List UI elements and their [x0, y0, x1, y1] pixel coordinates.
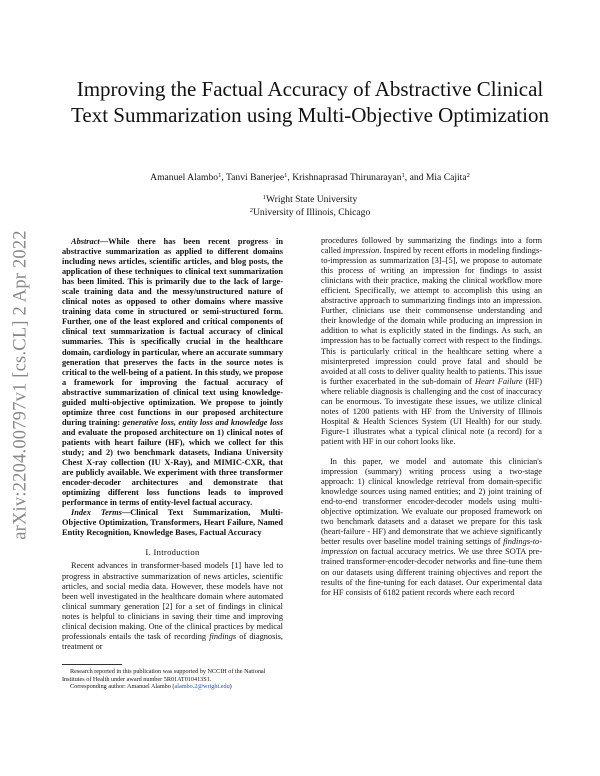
abstract-losses: generative loss, entity loss and knowledge loss: [122, 417, 284, 427]
affiliation-2: [60, 207, 560, 219]
body-text: In this paper, we model and automate this clinician's impression (summary) writing process using a two-stage approach: 1) clinical knowledge retrieval from domain-specific knowledge sources using named entities; and 2) joint training of end-to-end transformer encoder-decoder models using multi-objective optimization. We evaluate our proposed framework on two benchmark datasets and a dataset we prepare for this task (heart-failure - HF) and demonstrate that we achieve significantly better results over baseline model training settings of: [321, 456, 542, 547]
intro-findings-term: findings: [209, 631, 237, 641]
corresponding-author-footnote: [62, 683, 283, 691]
footnote-rule: [62, 664, 122, 665]
index-terms-label: Index Terms: [71, 508, 122, 518]
index-terms-text: —Clinical Text Summarization, Multi-Objective Optimization, Transformers, Heart Failure, Named Entity Recognition, Knowledge Bases, Factual Accuracy: [62, 508, 283, 538]
footnotes: [62, 668, 283, 691]
right-paragraph-2: [321, 457, 542, 598]
body-text-continued: on factual accuracy metrics. We use three SOTA pre-trained transformer-encoder-decoder networks and fine-tune them on our datasets using different training objectives and report the results of the fine-tuning for each dataset. Our experimental data for HF consists of 6182 patient records where each record: [321, 547, 542, 597]
author-email-link[interactable]: alambo.2@wright.edu: [174, 683, 230, 691]
affiliation-mark: 2: [249, 207, 253, 214]
affiliation-1: [60, 194, 560, 206]
author-name: Amanuel Alambo: [150, 172, 219, 183]
intro-text-continued: of diagnosis, treatment or: [62, 631, 283, 651]
affiliation-mark: 1: [262, 194, 266, 201]
author-name: Mia Cajita: [425, 172, 467, 183]
abstract-label: Abstract: [71, 237, 100, 246]
footnote-text: Corresponding author: Amanuel Alambo (: [70, 683, 175, 691]
footnote-text-end: ): [229, 683, 232, 691]
abstract-text: —While there has been recent progress in abstractive summarization as applied to different domains including news articles, scientific articles, and blog posts, the application of these techniques to clinical text summarization has been limited. This is primarily due to the lack of large-scale training data and the messy/unstructured nature of clinical notes as opposed to other domains where massive training data come in structured or semi-structured form. Further, one of the least explored and critical components of clinical text summarization is factual accuracy of clinical summaries. This is specifically crucial in the healthcare domain, cardiology in particular, where an accurate summary generation that preserves the facts in the source notes is critical to the well-being of a patient. In this study, we propose a framework for improving the factual accuracy of abstractive summarization of clinical text using knowledge-guided multi-objective optimization. We propose to jointly optimize three cost functions in our proposed architecture during training:: [62, 237, 283, 427]
body-text: procedures followed by summarizing the findings into a form called: [321, 236, 542, 256]
author-affiliation-mark: 2: [466, 172, 470, 179]
affiliation-name: University of Illinois, Chicago: [253, 207, 371, 218]
arxiv-sidebar: [8, 205, 34, 565]
right-column: [321, 236, 542, 598]
abstract-text-continued: and evaluate the proposed architecture on 1) clinical notes of patients with heart failure (HF), which we collect for this study; and 2) two benchmark datasets, Indiana University Chest X-ray collection (IU X-Ray), and MIMIC-CXR, that are publicly available. We experiment with three transformer encoder-decoder architectures and demonstrate that optimizing different loss functions leads to improved performance in terms of entity-level factual accuracy.: [62, 427, 283, 508]
author-name: Krishnaprasad Thirunarayan: [292, 172, 402, 183]
affiliation-name: Wright State University: [265, 194, 358, 205]
body-text-continued: . Inspired by recent efforts in modeling findings-to-impression as summarization [3]–[5], we propose to automate this process of writing an impression for findings to assist clinicians with their practice, making the clinical workflow more efficient. Specifically, we attempt to accomplish this using an abstractive approach to summarizing findings into an impression. Further, clinicians use their commonsense understanding and their knowledge of the domain while producing an impression in addition to what is explicitly stated in the findings. As such, an impression has to be factually correct with respect to the findings. This is particularly critical in the healthcare setting where a misinterpreted impression could prove fatal and should be avoided at all costs to deliver quality health to patients. This issue is further exacerbated in the sub-domain of: [321, 246, 542, 386]
author-affiliation-mark: 1: [284, 172, 288, 179]
funding-footnote: Research reported in this publication was supported by NCCIH of the National Institutes of Health under award number 5R01AT010413S1.: [62, 668, 266, 683]
intro-text: Recent advances in transformer-based models [1] have led to progress in abstractive summarization of news articles, scientific articles, and social media data. However, these models have not been well investigated in the healthcare domain where automated clinical summary generation [2] for a set of findings in clinical notes is helpful to clinicians in saving their time and improving clinical decision making. One of the clinical practices by medical professionals entails the task of recording: [62, 561, 283, 641]
left-column: [62, 237, 283, 652]
section-heading-introduction: I. Introduction: [145, 547, 200, 558]
paragraph-gap: [321, 447, 542, 457]
index-terms: [62, 508, 283, 538]
paper-title: Improving the Factual Accuracy of Abstractive Clinical Text Summarization using Multi-Objective Optimization: [71, 77, 549, 127]
author-list: Amanuel Alambo$^1$, Tanvi Banerjee$^1$, Krishnaprasad Thirunarayan$^1$, and Mia Cajita$^2$: [150, 172, 470, 183]
findings-to-impression-term: findings-to-impression: [321, 537, 542, 557]
abstract: [62, 237, 283, 508]
arxiv-identifier: arXiv:2204.00797v1 [cs.CL] 2 Apr 2022: [10, 230, 31, 540]
author-affiliation-mark: 1: [218, 172, 222, 179]
impression-term: impression: [343, 246, 380, 256]
heart-failure-term: Heart Failure: [475, 376, 523, 386]
author-affiliation-mark: 1: [401, 172, 405, 179]
intro-paragraph-1: [62, 561, 283, 651]
right-paragraph-1: [321, 236, 542, 447]
body-text-end: (HF) where reliable diagnosis is challenging and the cost of inaccuracy can be enormous. To investigate these issues, we utilize clinical notes of 1200 patients with HF from the University of Illinois Hospital & Health Sciences System (UI Health) for our study. Figure-1 illustrates what a typical clinical note (a record) for a patient with HF in our cohort looks like.: [321, 376, 542, 446]
author-name: Tanvi Banerjee: [225, 172, 285, 183]
